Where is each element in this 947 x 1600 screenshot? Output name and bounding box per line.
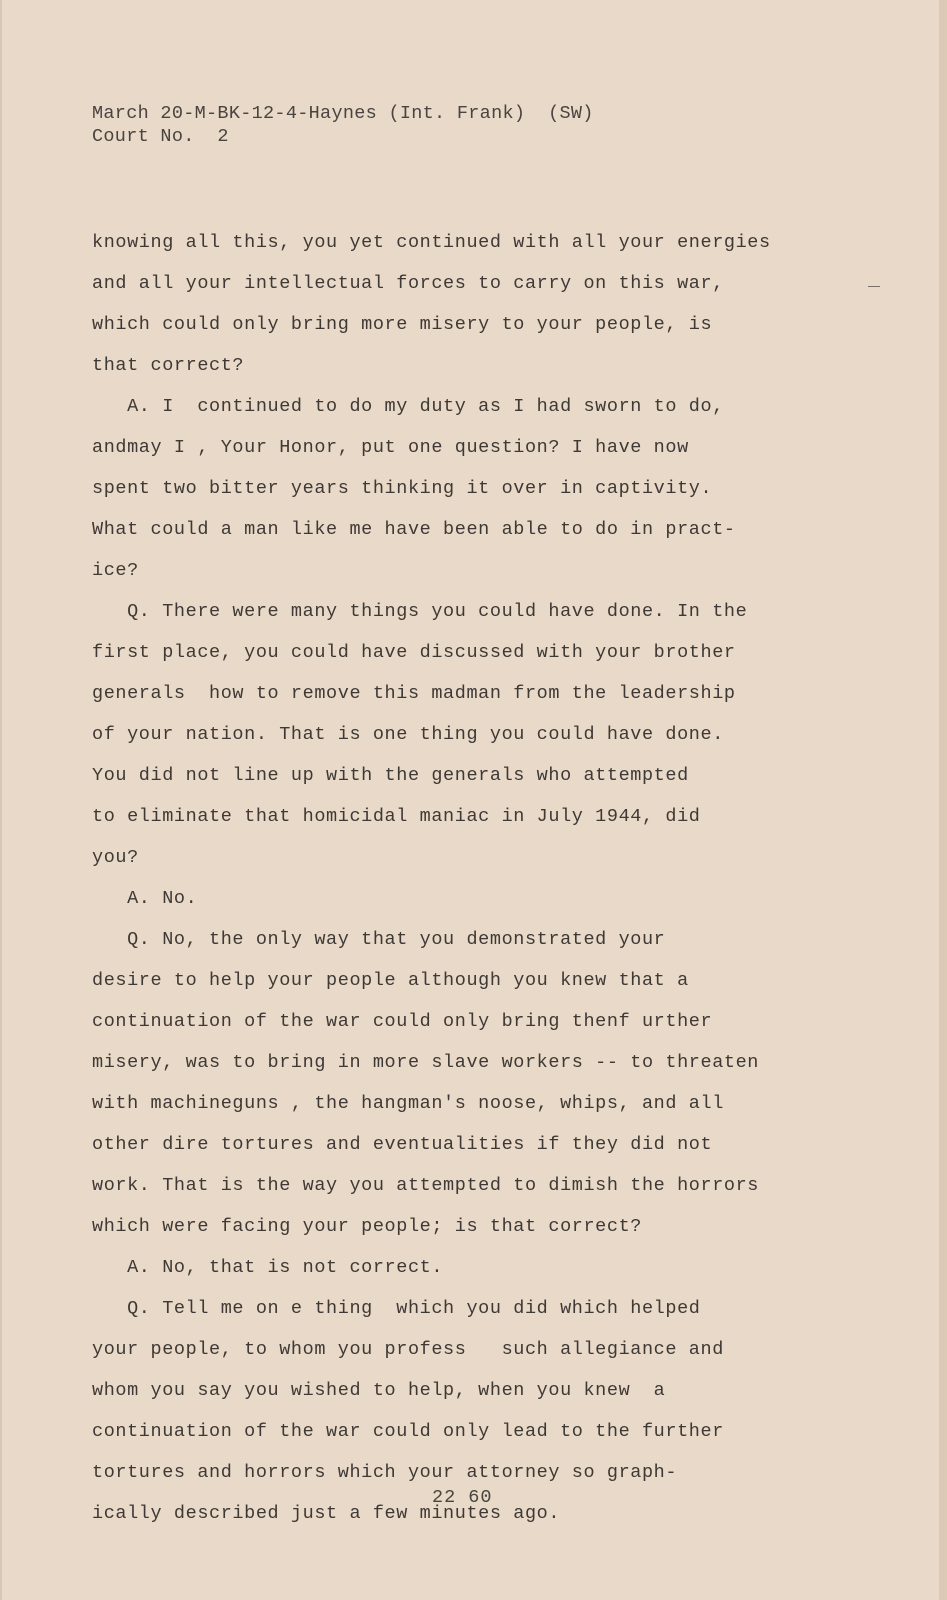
transcript-line: which were facing your people; is that correct? — [92, 1216, 642, 1237]
transcript-line: Q. Tell me on e thing which you did which helped — [92, 1298, 701, 1319]
transcript-line: of your nation. That is one thing you could have done. — [92, 724, 724, 745]
document-header — [92, 102, 594, 148]
transcript-line: Q. There were many things you could have done. In the — [92, 601, 748, 622]
transcript-line: your people, to whom you profess such allegiance and — [92, 1339, 724, 1360]
header-court-number: Court No. 2 — [92, 126, 229, 147]
transcript-body — [92, 222, 912, 1534]
page-number: 22 60 — [432, 1487, 493, 1508]
transcript-line: which could only bring more misery to your people, is — [92, 314, 713, 335]
transcript-line: misery, was to bring in more slave workers -- to threaten — [92, 1052, 760, 1073]
transcript-line: continuation of the war could only lead to the further — [92, 1421, 724, 1442]
transcript-line: ically described just a few minutes ago. — [92, 1503, 561, 1524]
transcript-line: whom you say you wished to help, when you knew a — [92, 1380, 666, 1401]
transcript-line: What could a man like me have been able to do in pract- — [92, 519, 736, 540]
transcript-line: spent two bitter years thinking it over in captivity. — [92, 478, 713, 499]
transcript-line: you? — [92, 847, 139, 868]
transcript-line: first place, you could have discussed with your brother — [92, 642, 736, 663]
transcript-line: Q. No, the only way that you demonstrated your — [92, 929, 666, 950]
transcript-line: work. That is the way you attempted to dimish the horrors — [92, 1175, 760, 1196]
transcript-line: desire to help your people although you knew that a — [92, 970, 689, 991]
transcript-line: A. I continued to do my duty as I had sworn to do, — [92, 396, 724, 417]
transcript-line: that correct? — [92, 355, 245, 376]
transcript-line: tortures and horrors which your attorney so graph- — [92, 1462, 678, 1483]
transcript-line: knowing all this, you yet continued with all your energies — [92, 232, 771, 253]
transcript-line: to eliminate that homicidal maniac in July 1944, did — [92, 806, 701, 827]
header-case-reference: March 20-M-BK-12-4-Haynes (Int. Frank) (SW) — [92, 103, 594, 124]
transcript-line: and all your intellectual forces to carry on this war, — [92, 273, 724, 294]
transcript-line: ice? — [92, 560, 139, 581]
transcript-line: with machineguns , the hangman's noose, whips, and all — [92, 1093, 724, 1114]
transcript-line: continuation of the war could only bring thenf urther — [92, 1011, 713, 1032]
transcript-line: other dire tortures and eventualities if they did not — [92, 1134, 713, 1155]
transcript-line: A. No, that is not correct. — [92, 1257, 444, 1278]
transcript-line: You did not line up with the generals who attempted — [92, 765, 689, 786]
transcript-line: generals how to remove this madman from the leadership — [92, 683, 736, 704]
transcript-line: A. No. — [92, 888, 198, 909]
transcript-line: andmay I , Your Honor, put one question? I have now — [92, 437, 689, 458]
